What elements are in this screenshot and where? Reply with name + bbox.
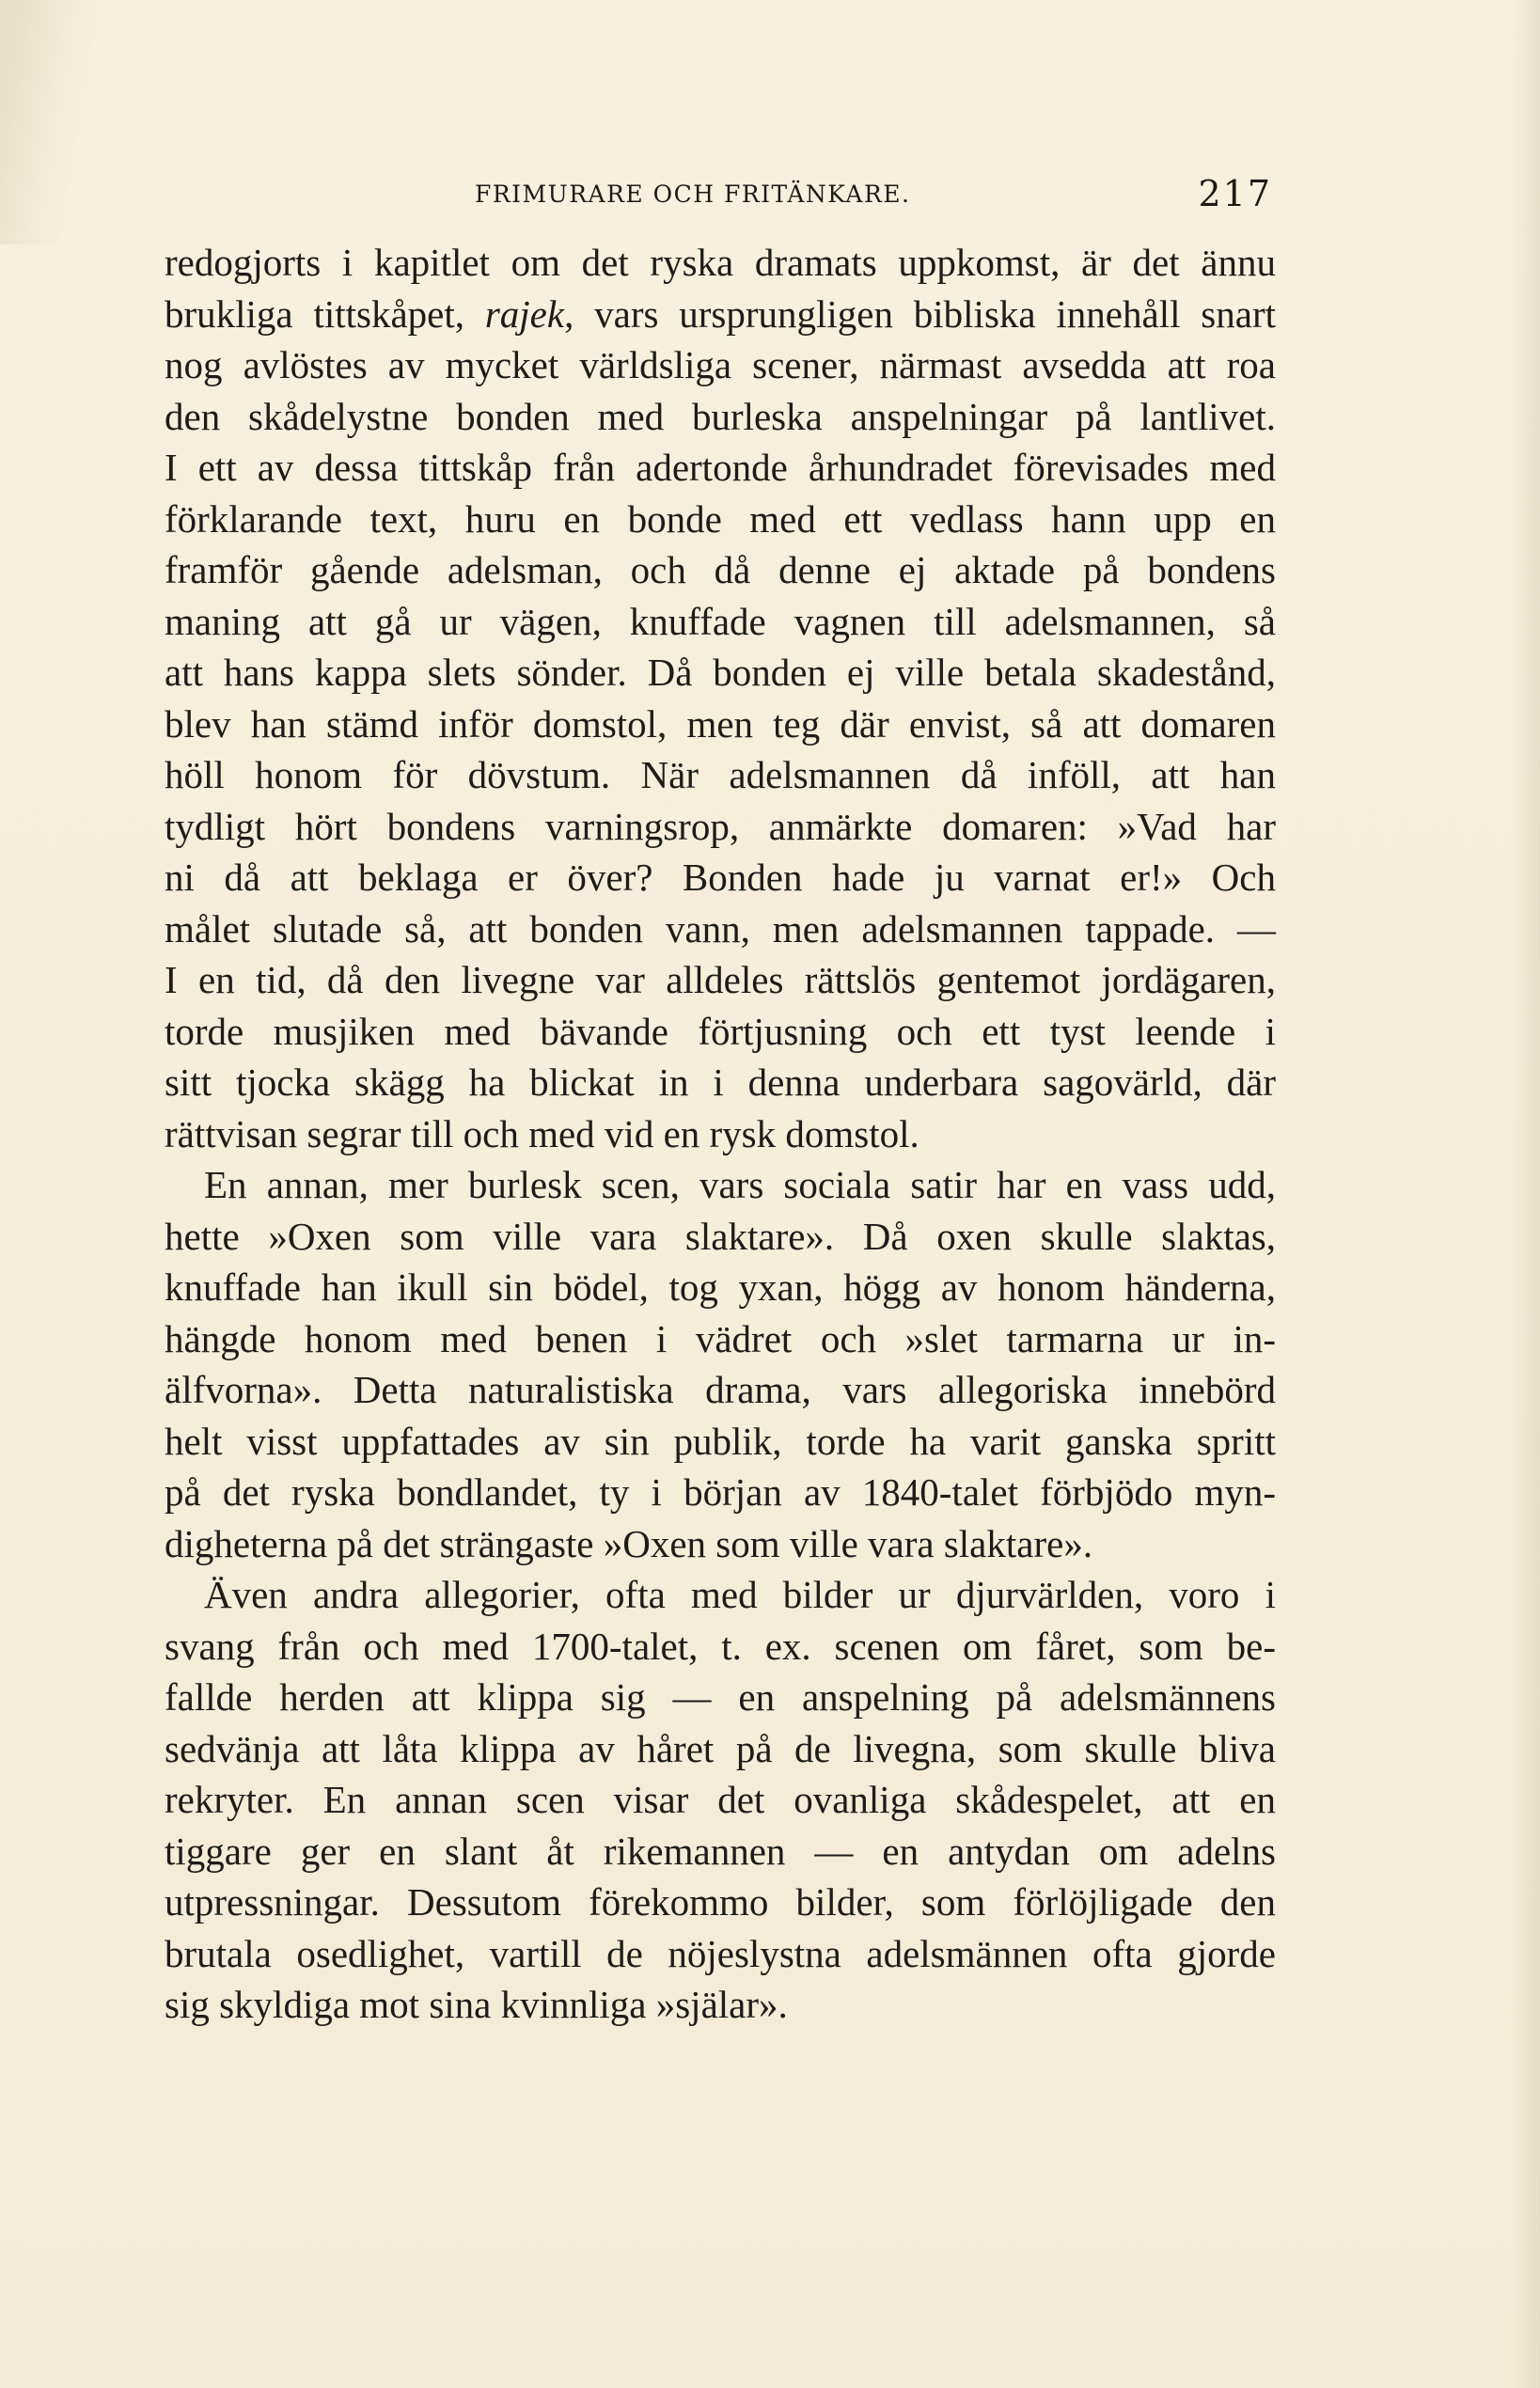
body-text: [165, 237, 1276, 2031]
text-line: brutala osedlighet, vartill de nöjeslystna adelsmännen ofta gjorde: [165, 1931, 1276, 1975]
text-line: svang från och med 1700-talet, t. ex. scenen om fåret, som be-: [165, 1624, 1276, 1668]
paragraph: [165, 237, 1276, 1159]
text-line: hängde honom med benen i vädret och »slet tarmarna ur in-: [165, 1316, 1276, 1360]
page-edge-shading: [1512, 0, 1540, 2388]
text-line: höll honom för dövstum. När adelsmannen då inföll, att han: [165, 753, 1276, 796]
text-line: utpressningar. Dessutom förekommo bilder, som förlöjligade den: [165, 1880, 1276, 1924]
italic-term: rajek: [484, 291, 565, 336]
text-line: på det ryska bondlandet, ty i början av 1840-talet förbjödo myn-: [165, 1470, 1276, 1514]
paragraph: [165, 1159, 1276, 1569]
text-line: helt visst uppfattades av sin publik, torde ha varit ganska spritt: [165, 1419, 1276, 1463]
page-fold-shadow: [0, 0, 132, 244]
text-line: rekryter. En annan scen visar det ovanliga skådespelet, att en: [165, 1778, 1276, 1821]
text-line: framför gående adelsman, och då denne ej aktade på bondens: [165, 548, 1276, 591]
text-line: ni då att beklaga er över? Bonden hade ju varnat er!» Och: [165, 856, 1276, 899]
text-line: brukliga tittskåpet, rajek, vars ursprungligen bibliska innehåll snart: [165, 291, 1276, 336]
text-line: blev han stämd inför domstol, men teg där envist, så att domaren: [165, 701, 1276, 746]
text-line: fallde herden att klippa sig — en anspelning på adelsmännens: [165, 1675, 1276, 1719]
page-number: 217: [1198, 173, 1272, 214]
text-line: sitt tjocka skägg ha blickat in i denna underbara sagovärld, där: [165, 1060, 1276, 1104]
text-line: tydligt hört bondens varningsrop, anmärkte domaren: »Vad har: [165, 804, 1276, 848]
text-line: knuffade han ikull sin bödel, tog yxan, högg av honom händerna,: [165, 1265, 1276, 1309]
page-header: [165, 175, 1283, 222]
text-line: rättvisan segrar till och med vid en rysk domstol.: [165, 1111, 919, 1155]
text-line: digheterna på det strängaste »Oxen som ville vara slaktare».: [165, 1521, 1093, 1565]
text-line: hette »Oxen som ville vara slaktare». Då oxen skulle slaktas,: [165, 1214, 1276, 1258]
text-line: förklarande text, huru en bonde med ett vedlass hann upp en: [165, 496, 1276, 541]
text-line: målet slutade så, att bonden vann, men adelsmannen tappade. —: [165, 906, 1276, 950]
paragraph: [165, 1569, 1276, 2031]
text-line: En annan, mer burlesk scen, vars sociala satir har en vass udd,: [204, 1163, 1276, 1206]
text-line: I en tid, då den livegne var alldeles rättslös gentemot jordägaren,: [165, 958, 1276, 1001]
text-line: den skådelystne bonden med burleska anspelningar på lantlivet.: [165, 394, 1276, 438]
text-line: att hans kappa slets sönder. Då bonden ej ville betala skadestånd,: [165, 651, 1276, 694]
text-line: redogjorts i kapitlet om det ryska dramats uppkomst, är det ännu: [165, 241, 1276, 284]
text-line: sig skyldiga mot sina kvinnliga »själar».: [165, 1983, 788, 2026]
text-line: älfvorna». Detta naturalistiska drama, vars allegoriska innebörd: [165, 1368, 1276, 1411]
text-line: sedvänja att låta klippa av håret på de livegna, som skulle bliva: [165, 1726, 1276, 1770]
text-line: I ett av dessa tittskåp från adertonde århundradet förevisades med: [165, 446, 1276, 489]
text-line: tiggare ger en slant åt rikemannen — en antydan om adelns: [165, 1829, 1276, 1873]
text-line: Även andra allegorier, ofta med bilder ur djurvärlden, voro i: [204, 1573, 1276, 1616]
text-line: nog avlöstes av mycket världsliga scener, närmast avsedda att roa: [165, 343, 1276, 386]
text-line: torde musjiken med bävande förtjusning och ett tyst leende i: [165, 1009, 1276, 1053]
text-line: maning att gå ur vägen, knuffade vagnen till adelsmannen, så: [165, 599, 1276, 643]
running-title: FRIMURARE OCH FRITÄNKARE.: [475, 181, 911, 208]
